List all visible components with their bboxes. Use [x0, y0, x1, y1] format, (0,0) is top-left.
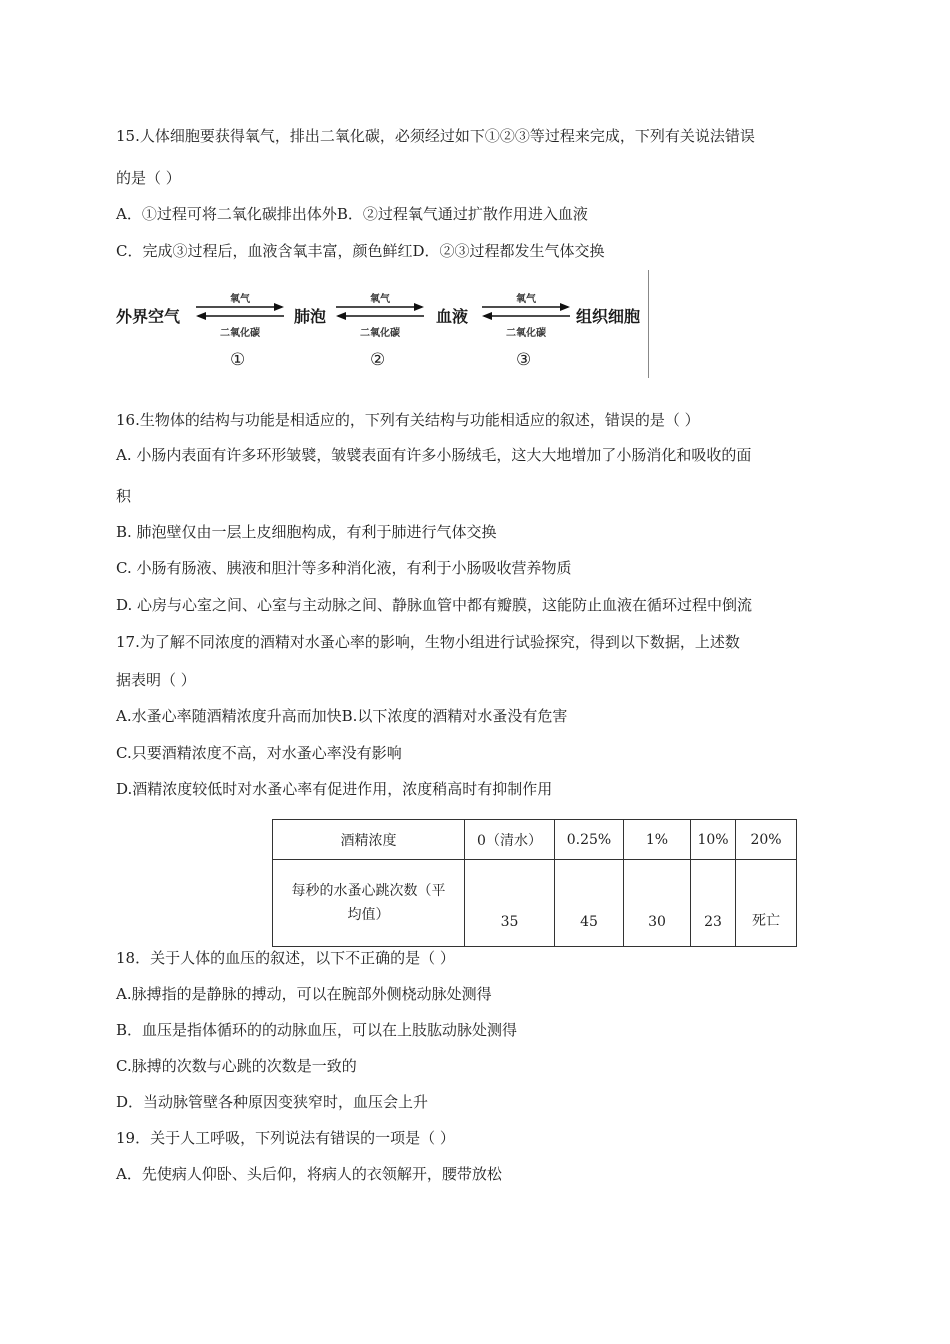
table-cell: 45	[555, 860, 624, 947]
q16-option-d: D. 心房与心室之间、心室与主动脉之间、静脉血管中都有瓣膜，这能防止血液在循环过程中倒流	[116, 596, 753, 614]
table-cell: 1%	[624, 820, 691, 860]
q17-stem-line1: 17.为了解不同浓度的酒精对水蚤心率的影响，生物小组进行试验探究，得到以下数据，上述数	[116, 633, 740, 651]
q17-option-c: C.只要酒精浓度不高，对水蚤心率没有影响	[116, 744, 402, 762]
diagram-border	[648, 270, 649, 378]
double-arrow-icon	[194, 302, 286, 322]
q19-stem: 19．关于人工呼吸，下列说法有错误的一项是（ ）	[116, 1129, 455, 1147]
q18-option-c: C.脉搏的次数与心跳的次数是一致的	[116, 1057, 357, 1075]
table-cell: 35	[465, 860, 555, 947]
q15-options-ab: A．①过程可将二氧化碳排出体外B．②过程氧气通过扩散作用进入血液	[116, 205, 588, 223]
diagram-node-alveoli: 肺泡	[294, 307, 327, 326]
table-cell: 10%	[691, 820, 736, 860]
diagram-step-2: ②	[370, 350, 386, 370]
diagram-node-tissue-cells: 组织细胞	[576, 307, 641, 326]
table-row	[273, 860, 797, 947]
gas-exchange-diagram	[112, 270, 652, 378]
q16-option-a-line2: 积	[116, 487, 132, 505]
q17-stem-line2: 据表明（ ）	[116, 671, 196, 689]
diagram-node-outside-air: 外界空气	[116, 307, 181, 326]
diagram-arrow-1: 氧气 二氧化碳	[194, 294, 286, 334]
q17-option-d: D.酒精浓度较低时对水蚤心率有促进作用，浓度稍高时有抑制作用	[116, 780, 553, 798]
table-cell: 23	[691, 860, 736, 947]
table-cell: 0（清水）	[465, 820, 555, 860]
diagram-node-blood: 血液	[436, 307, 469, 326]
double-arrow-icon	[334, 302, 426, 322]
diagram-arrow-3: 氧气 二氧化碳	[480, 294, 572, 334]
q16-option-a-line1: A. 小肠内表面有许多环形皱襞，皱襞表面有许多小肠绒毛，这大大地增加了小肠消化和吸收的面	[116, 446, 752, 464]
q15-options-cd: C．完成③过程后，血液含氧丰富，颜色鲜红D．②③过程都发生气体交换	[116, 242, 605, 260]
diagram-arrow-2: 氧气 二氧化碳	[334, 294, 426, 334]
double-arrow-icon	[480, 302, 572, 322]
diagram-step-3: ③	[516, 350, 532, 370]
table-row	[273, 820, 797, 860]
table-cell: 20%	[736, 820, 797, 860]
q19-option-a: A．先使病人仰卧、头后仰，将病人的衣领解开，腰带放松	[116, 1165, 502, 1183]
q18-option-b: B．血压是指体循环的的动脉血压，可以在上肢肱动脉处测得	[116, 1021, 518, 1039]
table-cell: 30	[624, 860, 691, 947]
table-header-label: 酒精浓度	[273, 820, 465, 860]
q16-stem: 16.生物体的结构与功能是相适应的，下列有关结构与功能相适应的叙述，错误的是（ ）	[116, 411, 700, 429]
alcohol-heart-rate-table	[272, 819, 797, 947]
diagram-step-1: ①	[230, 350, 246, 370]
q18-option-d: D．当动脉管壁各种原因变狭窄时，血压会上升	[116, 1093, 429, 1111]
q18-stem: 18．关于人体的血压的叙述，以下不正确的是（ ）	[116, 949, 455, 967]
q18-option-a: A.脉搏指的是静脉的搏动，可以在腕部外侧桡动脉处测得	[116, 985, 492, 1003]
table-row-label: 每秒的水蚤心跳次数（平 均值）	[273, 860, 465, 947]
table-cell: 0.25%	[555, 820, 624, 860]
q15-stem-line2: 的是（ ）	[116, 169, 181, 187]
table-cell: 死亡	[736, 860, 797, 947]
q15-stem-line1: 15.人体细胞要获得氧气，排出二氧化碳，必须经过如下①②③等过程来完成，下列有关说法错误	[116, 127, 755, 145]
q17-options-ab: A.水蚤心率随酒精浓度升高而加快B.以下浓度的酒精对水蚤没有危害	[116, 707, 568, 725]
q16-option-c: C. 小肠有肠液、胰液和胆汁等多种消化液，有利于小肠吸收营养物质	[116, 559, 572, 577]
q16-option-b: B. 肺泡壁仅由一层上皮细胞构成，有利于肺进行气体交换	[116, 523, 497, 541]
